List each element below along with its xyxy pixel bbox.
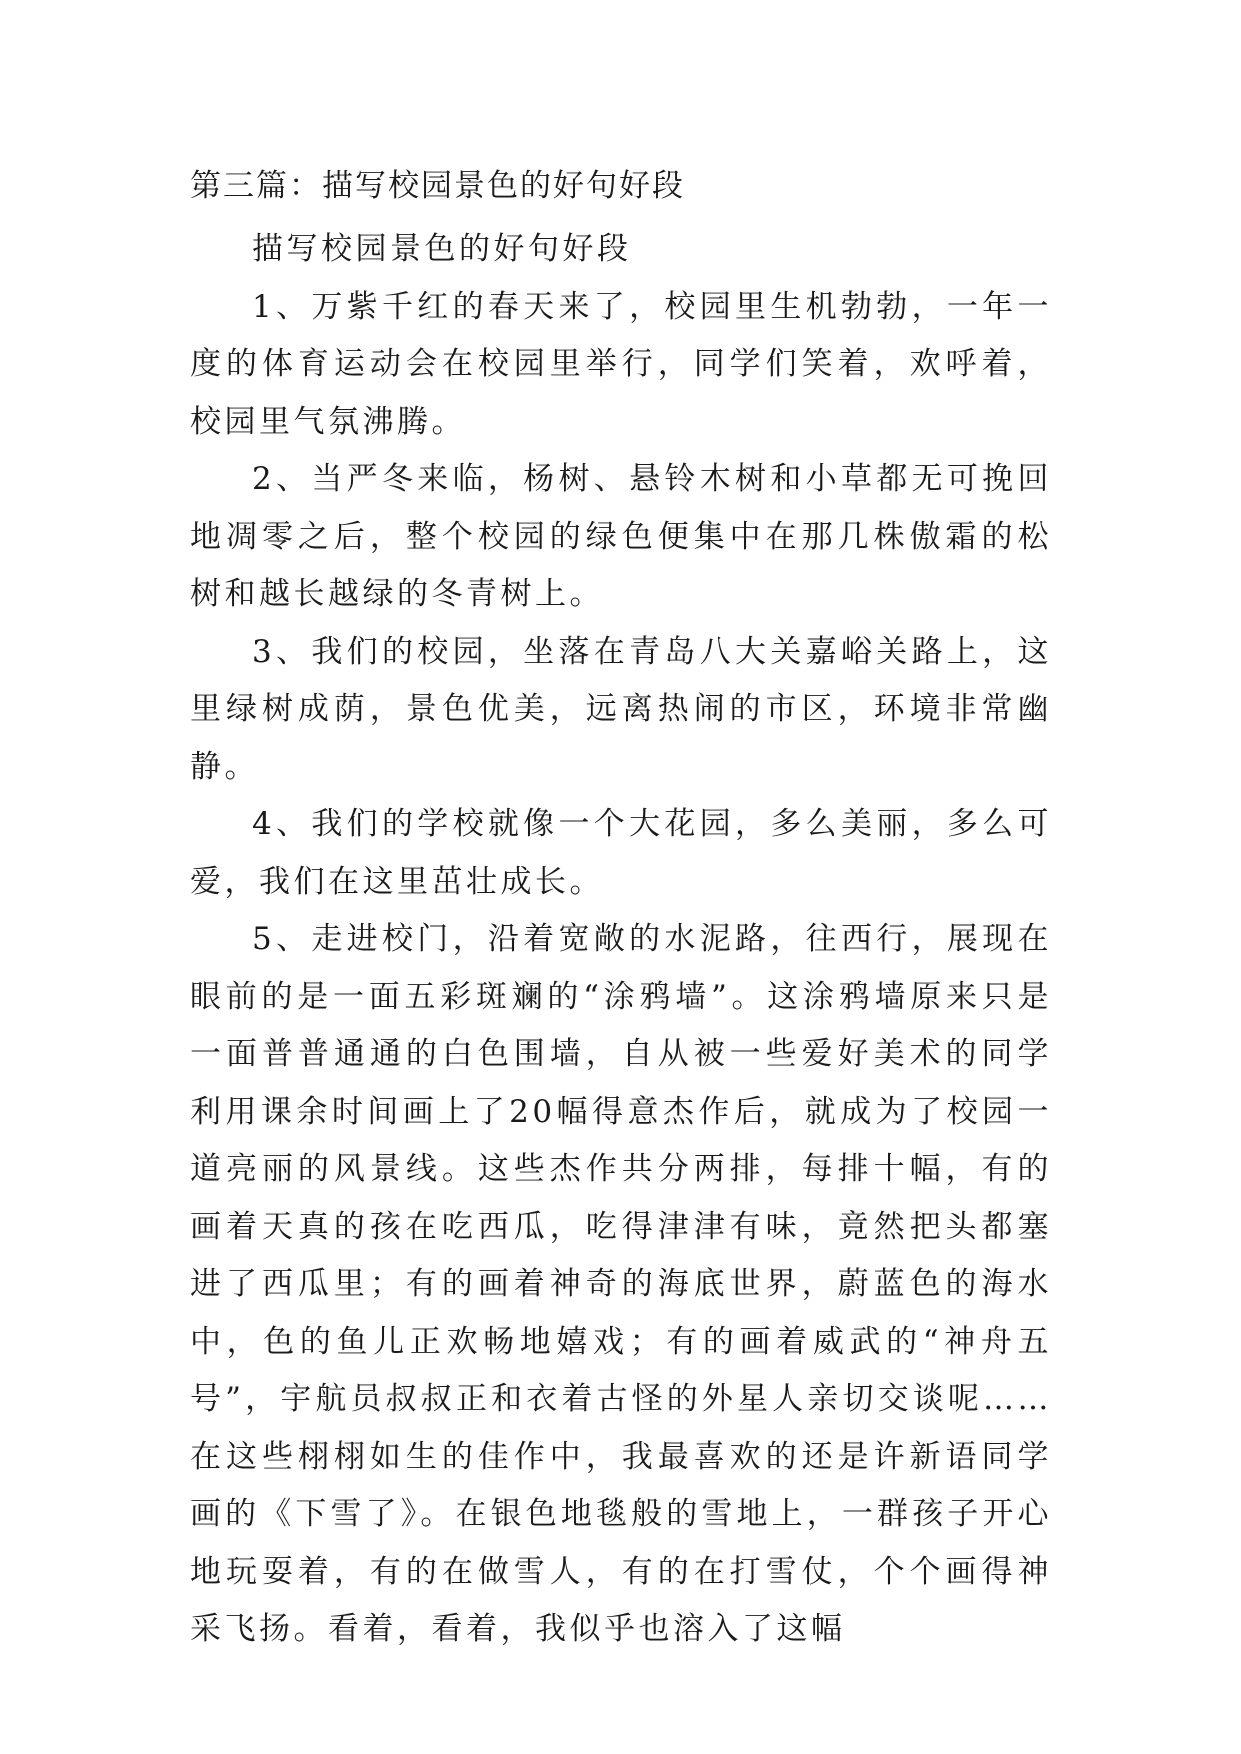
document-title: 第三篇：描写校园景色的好句好段: [190, 168, 685, 204]
paragraph-3: 3、我们的校园，坐落在青岛八大关嘉峪关路上，这里绿树成荫，景色优美，远离热闹的市区，环境非常幽静。: [190, 633, 1052, 785]
document-body: [190, 221, 1052, 1659]
paragraph-1: 1、万紫千红的春天来了，校园里生机勃勃，一年一度的体育运动会在校园里举行，同学们笑着，欢呼着，校园里气氛沸腾。: [190, 288, 1052, 440]
paragraph-5: 5、走进校门，沿着宽敞的水泥路，往西行，展现在眼前的是一面五彩斑斓的“涂鸦墙”。这涂鸦墙原来只是一面普普通通的白色围墙，自从被一些爱好美术的同学利用课余时间画上了20幅得意杰作后，就成为了校园一道亮丽的风景线。这些杰作共分两排，每排十幅，有的画着天真的孩在吃西瓜，吃得津津有味，竟然把头都塞进了西瓜里；有的画着神奇的海底世界，蔚蓝色的海水中，色的鱼儿正欢畅地嬉戏；有的画着威武的“神舟五号”，宇航员叔叔正和衣着古怪的外星人亲切交谈呢……在这些栩栩如生的佳作中，我最喜欢的还是许新语同学画的《下雪了》。在银色地毯般的雪地上，一群孩子开心地玩耍着，有的在做雪人，有的在打雪仗，个个画得神采飞扬。看着，看着，我似乎也溶入了这幅: [190, 921, 1052, 1647]
document-subtitle: 描写校园景色的好句好段: [252, 231, 632, 267]
paragraph-2: 2、当严冬来临，杨树、悬铃木树和小草都无可挽回地凋零之后，整个校园的绿色便集中在那几株傲霜的松树和越长越绿的冬青树上。: [190, 461, 1052, 612]
paragraph-4: 4、我们的学校就像一个大花园，多么美丽，多么可爱，我们在这里茁壮成长。: [190, 806, 1052, 900]
